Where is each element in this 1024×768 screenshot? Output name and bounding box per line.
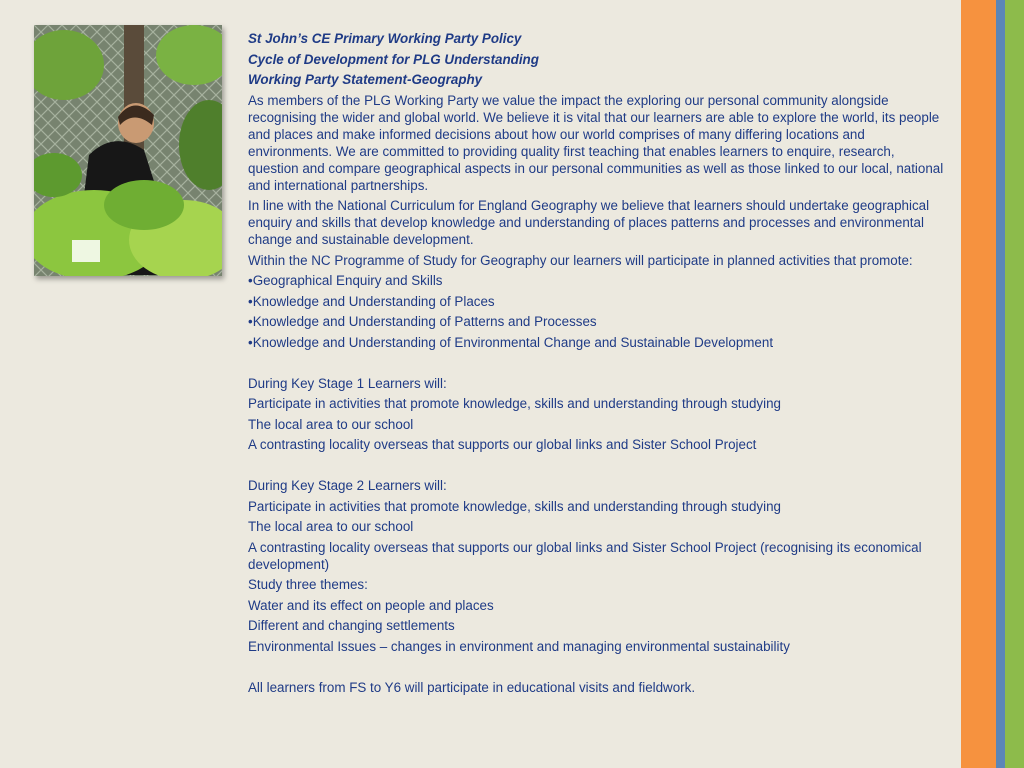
- ks1-line: The local area to our school: [248, 416, 414, 432]
- intro-paragraph: As members of the PLG Working Party we value the impact the exploring our personal community alongside recognising the wider and global world. We believe it is vital that our learners are able to explore the world, its people and places and make informed decisions about how our world comprises of many differing locations and environments. We are committed to providing quality first teaching that enables learners to enquire, research, question and compare geographical aspects in our personal communities as well as those linked to our local, national and international partnerships.: [248, 92, 944, 193]
- ks2-line: Study three themes:: [248, 577, 368, 592]
- closing-line: All learners from FS to Y6 will participate in educational visits and fieldwork.: [248, 679, 696, 695]
- ks2-line: A contrasting locality overseas that supports our global links and Sister School Project (recognising its economical development): [248, 539, 922, 572]
- decorative-stripe-blue: [996, 0, 1005, 768]
- title-line-2: Cycle of Development for PLG Understanding: [248, 51, 539, 67]
- bullet-item: •Knowledge and Understanding of Patterns and Processes: [248, 314, 597, 329]
- ks2-line: Environmental Issues – changes in environment and managing environmental sustainability: [248, 638, 790, 654]
- bullet-item: •Knowledge and Understanding of Places: [248, 293, 495, 309]
- spacer: [248, 457, 948, 474]
- ks1-heading: During Key Stage 1 Learners will:: [248, 375, 447, 391]
- ks1-line: Participate in activities that promote knowledge, skills and understanding through studying: [248, 396, 781, 411]
- ks2-heading: During Key Stage 2 Learners will:: [248, 478, 447, 493]
- curriculum-paragraph: In line with the National Curriculum for England Geography we believe that learners should undertake geographical enquiry and skills that develop knowledge and understanding of places patterns and processes and environmental change and sustainable development.: [248, 198, 930, 247]
- ks2-line: The local area to our school: [248, 519, 414, 534]
- ks2-line: Water and its effect on people and places: [248, 597, 494, 613]
- ks2-line: Different and changing settlements: [248, 618, 455, 633]
- title-line-3: Working Party Statement-Geography: [248, 72, 483, 87]
- programme-paragraph: Within the NC Programme of Study for Geography our learners will participate in planned activities that promote:: [248, 252, 913, 268]
- title-line-1: St John’s CE Primary Working Party Policy: [248, 31, 522, 46]
- bullet-item: •Geographical Enquiry and Skills: [248, 273, 443, 288]
- ks1-line: A contrasting locality overseas that supports our global links and Sister School Project: [248, 437, 757, 452]
- bullet-item: •Knowledge and Understanding of Environmental Change and Sustainable Development: [248, 334, 774, 350]
- decorative-stripe-orange: [961, 0, 996, 768]
- photo-child-with-plants: [34, 25, 222, 276]
- policy-text: [248, 30, 948, 699]
- decorative-stripe-green: [1005, 0, 1024, 768]
- ks2-line: Participate in activities that promote knowledge, skills and understanding through studying: [248, 498, 781, 514]
- spacer: [248, 354, 948, 371]
- spacer: [248, 658, 948, 675]
